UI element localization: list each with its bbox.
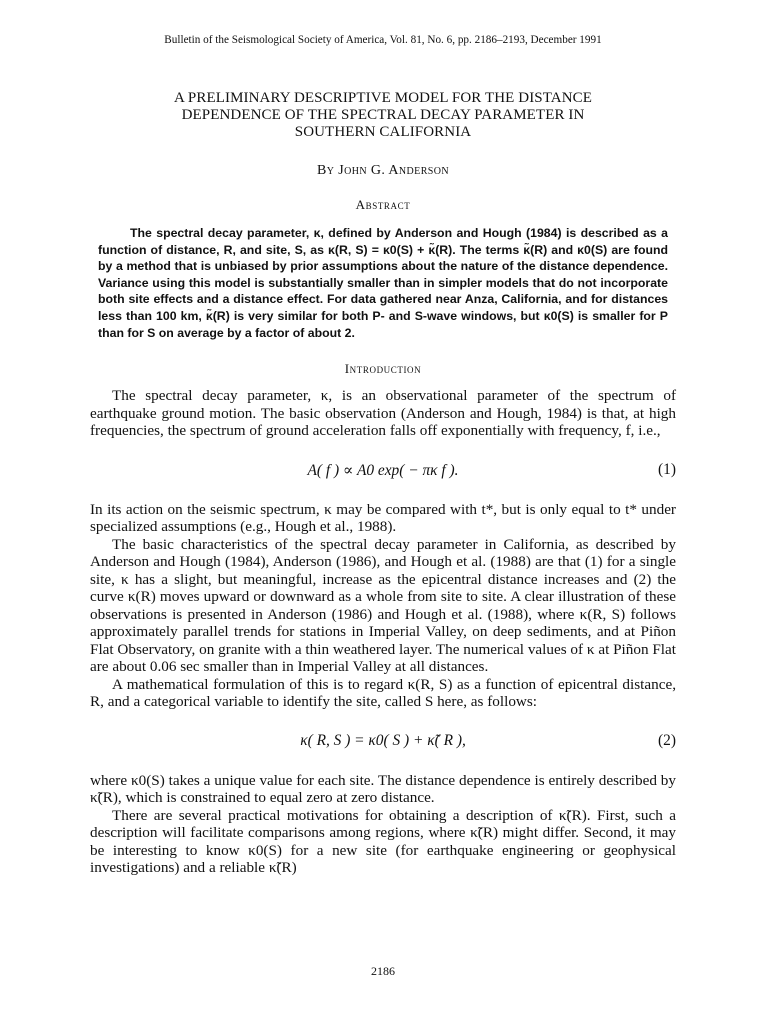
equation-number: (2) bbox=[658, 731, 676, 749]
equation-2 bbox=[90, 732, 676, 752]
abstract-text: The spectral decay parameter, κ, defined by Anderson and Hough (1984) is described as a function of distance, R, and site, S, as κ(R, S) = κ0(S) + κ̃(R). The terms κ̃(R) and κ0(S) are found by a method that is unbiased by prior assumptions about the nature of the distance dependence. Variance using this model is substantially smaller than in simpler models that do not incorporate both site effects and a distance effect. For data gathered near Anza, California, and for distances less than 100 km, κ̃(R) is very similar for both P- and S-wave windows, but κ0(S) is smaller for P than for S on average by a factor of about 2. bbox=[98, 226, 668, 340]
body-paragraph: The spectral decay parameter, κ, is an observational parameter of the spectrum of earthquake ground motion. The basic observation (Anderson and Hough, 1984) is that, at high frequencies, the spectrum of ground acceleration falls off exponentially with frequency, f, i.e., bbox=[90, 387, 676, 440]
equation-body: A( f ) ∝ A0 exp( − πκ f ). bbox=[307, 461, 459, 479]
equation-number: (1) bbox=[658, 460, 676, 478]
body-paragraph: In its action on the seismic spectrum, κ may be compared with t*, but is only equal to t* under specialized assumptions (e.g., Hough et al., 1988). bbox=[90, 500, 676, 536]
body-paragraph: where κ0(S) takes a unique value for each site. The distance dependence is entirely described by κ̃(R), which is constrained to equal zero at zero distance. bbox=[90, 771, 676, 807]
introduction-heading: Introduction bbox=[344, 361, 422, 377]
title-line: A PRELIMINARY DESCRIPTIVE MODEL FOR THE DISTANCE bbox=[173, 90, 593, 106]
body-paragraph: A mathematical formulation of this is to regard κ(R, S) as a function of epicentral distance, R, and a categorical variable to identify the site, called S here, as follows: bbox=[90, 675, 676, 711]
author-byline: By John G. Anderson bbox=[317, 163, 449, 178]
title-line: DEPENDENCE OF THE SPECTRAL DECAY PARAMETER IN bbox=[181, 107, 585, 123]
abstract-heading: Abstract bbox=[355, 197, 411, 212]
body-paragraph: The basic characteristics of the spectral decay parameter in California, as described by Anderson and Hough (1984), Anderson (1986), and Hough et al. (1988) are that (1) for a single site, κ has a slight, but meaningful, increase as the epicentral distance increases and (2) the curve κ(R) moves upward or downward as a whole from site to site. A clear illustration of these observations is presented in Anderson (1986) and Hough et al. (1988), where κ(R, S) follows approximately parallel trends for stations in Imperial Valley, on deep sediments, and at Piñon Flat Observatory, on granite with a thin weathered layer. The numerical values of κ at Piñon Flat are about 0.06 sec smaller than in Imperial Valley at all distances. bbox=[90, 535, 676, 676]
equation-body: κ( R, S ) = κ0( S ) + κ̃( R ), bbox=[300, 731, 466, 749]
body-paragraph: There are several practical motivations for obtaining a description of κ̃(R). First, such a description will facilitate comparisons among regions, where κ̃(R) might differ. Second, it may be interesting to know κ0(S) for a new site (for earthquake engineering or geophysical investigations) and a reliable κ̃(R) bbox=[90, 806, 676, 877]
title-line: SOUTHERN CALIFORNIA bbox=[294, 124, 472, 140]
page-number: 2186 bbox=[371, 964, 395, 978]
paper-title bbox=[90, 90, 676, 141]
running-head: Bulletin of the Seismological Society of America, Vol. 81, No. 6, pp. 2186–2193, December 1991 bbox=[164, 34, 602, 46]
equation-1 bbox=[90, 461, 676, 481]
paper-page bbox=[90, 34, 676, 978]
